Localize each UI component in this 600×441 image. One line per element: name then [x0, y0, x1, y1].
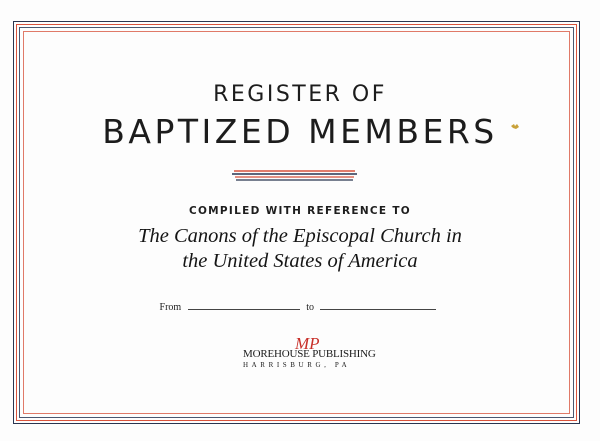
publisher-monogram: MP [295, 334, 320, 353]
trademark-mark-icon [511, 124, 519, 129]
title-line-2: BAPTIZED MEMBERS [102, 112, 498, 151]
from-label: From [159, 302, 182, 313]
publisher-location: HARRISBURG, PA [243, 361, 351, 369]
canons-line-1: The Canons of the Episcopal Church in [138, 225, 462, 247]
canons-line-2: the United States of America [182, 250, 418, 272]
canons-title [0, 224, 600, 274]
title-line-1: REGISTER OF [213, 82, 387, 107]
divider-ornament-icon [232, 169, 357, 183]
compiled-reference-label: COMPILED WITH REFERENCE TO [188, 205, 412, 217]
to-label: to [306, 302, 314, 313]
to-date-field[interactable] [320, 300, 436, 310]
from-date-field[interactable] [188, 300, 300, 310]
date-range [0, 300, 600, 313]
publisher-name: MOREHOUSE PUBLISHING [243, 348, 376, 360]
